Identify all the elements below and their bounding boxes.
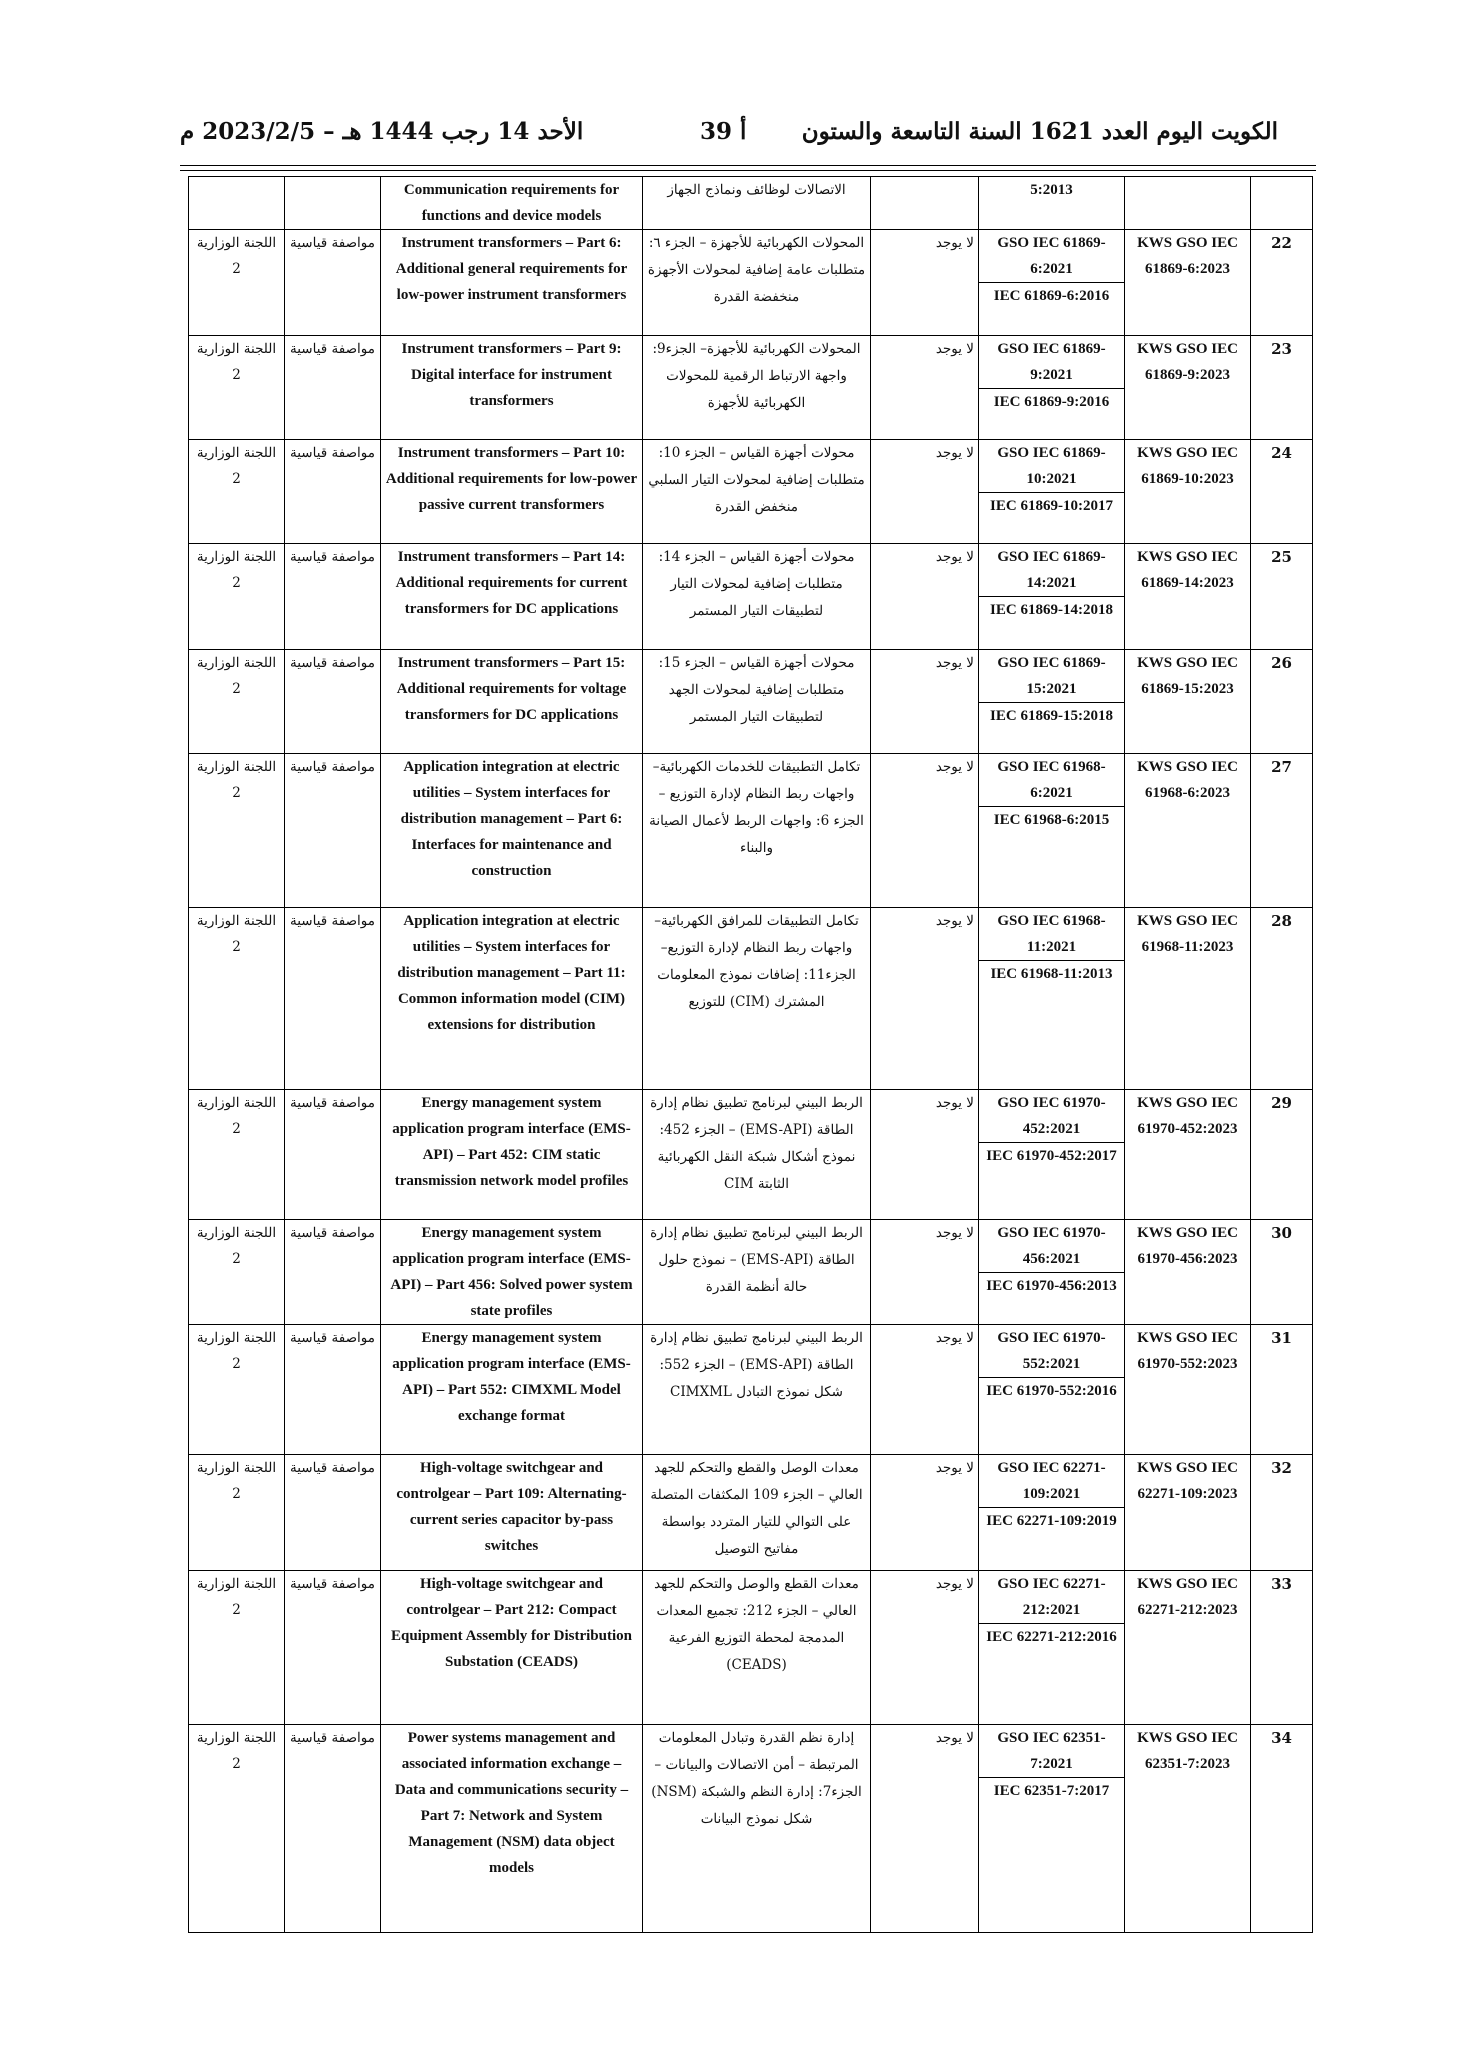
arabic-title-cell: محولات أجهزة القياس – الجزء 10: متطلبات إضافية لمحولات التيار السلبي منخفض القدرة	[643, 440, 871, 544]
gso-cell	[979, 1220, 1125, 1325]
iec-code: IEC 61869-10:2017	[990, 498, 1113, 514]
equivalent-cell: لا يوجد	[871, 230, 979, 336]
number-cell: 34	[1251, 1725, 1313, 1933]
type-cell: مواصفة قياسية	[285, 650, 381, 754]
english-title-cell: High-voltage switchgear and controlgear – Part 109: Alternating-current series capacitor by-pass switches	[381, 1455, 643, 1571]
gso-code: GSO IEC 61968-11:2021	[979, 908, 1124, 961]
table-row	[189, 177, 1313, 230]
type-cell: مواصفة قياسية	[285, 754, 381, 908]
type-cell: مواصفة قياسية	[285, 230, 381, 336]
gso-cell	[979, 908, 1125, 1090]
number-cell: 33	[1251, 1571, 1313, 1725]
equivalent-cell: لا يوجد	[871, 336, 979, 440]
issue-info: الكويت اليوم العدد 1621 السنة التاسعة والستون	[801, 118, 1278, 145]
gso-code: GSO IEC 61869-6:2021	[979, 230, 1124, 283]
arabic-title-cell: محولات أجهزة القياس – الجزء 15: متطلبات إضافية لمحولات الجهد لتطبيقات التيار المستمر	[643, 650, 871, 754]
type-cell: مواصفة قياسية	[285, 1220, 381, 1325]
type-cell: مواصفة قياسية	[285, 1325, 381, 1455]
number-cell: 22	[1251, 230, 1313, 336]
iec-code: IEC 61968-6:2015	[993, 812, 1110, 828]
kws-cell: KWS GSO IEC 61869-9:2023	[1125, 336, 1251, 440]
type-cell	[285, 177, 381, 230]
iec-code: IEC 61869-14:2018	[990, 602, 1113, 618]
equivalent-cell: لا يوجد	[871, 1725, 979, 1933]
arabic-title-cell: الاتصالات لوظائف ونماذج الجهاز	[643, 177, 871, 230]
standards-table	[188, 176, 1313, 1933]
table-row	[189, 544, 1313, 650]
iec-code: IEC 62271-109:2019	[986, 1513, 1117, 1529]
kws-cell: KWS GSO IEC 61968-11:2023	[1125, 908, 1251, 1090]
type-cell: مواصفة قياسية	[285, 1090, 381, 1220]
gso-cell	[979, 1725, 1125, 1933]
number-cell: 25	[1251, 544, 1313, 650]
header-rule	[180, 165, 1316, 166]
number-cell: 28	[1251, 908, 1313, 1090]
table-row	[189, 908, 1313, 1090]
english-title-cell: Application integration at electric utilities – System interfaces for distribution management – Part 6: Interfaces for maintenance and construction	[381, 754, 643, 908]
number-cell: 31	[1251, 1325, 1313, 1455]
gso-cell	[979, 650, 1125, 754]
iec-code: IEC 62271-212:2016	[986, 1629, 1117, 1645]
english-title-cell: Instrument transformers – Part 15: Additional requirements for voltage transformers for DC applications	[381, 650, 643, 754]
table-row	[189, 1090, 1313, 1220]
gso-code: GSO IEC 61869-15:2021	[979, 650, 1124, 703]
gso-code: GSO IEC 61970-452:2021	[979, 1090, 1124, 1143]
english-title-cell: Energy management system application program interface (EMS-API) – Part 552: CIMXML Model exchange format	[381, 1325, 643, 1455]
table-row	[189, 1325, 1313, 1455]
equivalent-cell: لا يوجد	[871, 1220, 979, 1325]
kws-cell: KWS GSO IEC 61869-14:2023	[1125, 544, 1251, 650]
gso-cell	[979, 336, 1125, 440]
gso-cell	[979, 1571, 1125, 1725]
english-title-cell: Application integration at electric utilities – System interfaces for distribution management – Part 11: Common information model (CIM) extensions for distribution	[381, 908, 643, 1090]
english-title-cell: Energy management system application program interface (EMS-API) – Part 456: Solved power system state profiles	[381, 1220, 643, 1325]
gso-cell	[979, 440, 1125, 544]
iec-code: IEC 61970-456:2013	[986, 1278, 1117, 1294]
arabic-title-cell: تكامل التطبيقات للخدمات الكهربائية– واجهات ربط النظام لإدارة التوزيع – الجزء 6: واجهات الربط لأعمال الصيانة والبناء	[643, 754, 871, 908]
english-title-cell: Instrument transformers – Part 9: Digital interface for instrument transformers	[381, 336, 643, 440]
english-title-cell: Energy management system application program interface (EMS-API) – Part 452: CIM static transmission network model profiles	[381, 1090, 643, 1220]
table-row	[189, 336, 1313, 440]
iec-code: IEC 61970-452:2017	[986, 1148, 1117, 1164]
table-row	[189, 1455, 1313, 1571]
kws-cell: KWS GSO IEC 61869-6:2023	[1125, 230, 1251, 336]
gso-code: GSO IEC 62351-7:2021	[979, 1725, 1124, 1778]
kws-cell: KWS GSO IEC 62271-212:2023	[1125, 1571, 1251, 1725]
gso-code: GSO IEC 61970-456:2021	[979, 1220, 1124, 1273]
english-title-cell: Power systems management and associated information exchange – Data and communications security – Part 7: Network and System Management (NSM) data object models	[381, 1725, 643, 1933]
arabic-title-cell: محولات أجهزة القياس – الجزء 14: متطلبات إضافية لمحولات التيار لتطبيقات التيار المستمر	[643, 544, 871, 650]
english-title-cell: Instrument transformers – Part 10: Additional requirements for low-power passive current transformers	[381, 440, 643, 544]
gso-cell	[979, 1325, 1125, 1455]
number-cell: 32	[1251, 1455, 1313, 1571]
iec-code: IEC 61968-11:2013	[990, 966, 1113, 982]
equivalent-cell: لا يوجد	[871, 1455, 979, 1571]
gso-cell: 5:2013	[979, 177, 1125, 230]
equivalent-cell: لا يوجد	[871, 544, 979, 650]
gso-cell	[979, 754, 1125, 908]
type-cell: مواصفة قياسية	[285, 908, 381, 1090]
equivalent-cell: لا يوجد	[871, 1090, 979, 1220]
number-cell: 29	[1251, 1090, 1313, 1220]
english-title-cell: Communication requirements for functions and device models	[381, 177, 643, 230]
kws-cell: KWS GSO IEC 61968-6:2023	[1125, 754, 1251, 908]
kws-cell: KWS GSO IEC 61970-452:2023	[1125, 1090, 1251, 1220]
type-cell: مواصفة قياسية	[285, 1571, 381, 1725]
table-row	[189, 650, 1313, 754]
authority-cell: اللجنة الوزارية 2	[189, 1220, 285, 1325]
table-row	[189, 1725, 1313, 1933]
gso-code: GSO IEC 61970-552:2021	[979, 1325, 1124, 1378]
kws-cell: KWS GSO IEC 61869-15:2023	[1125, 650, 1251, 754]
arabic-title-cell: المحولات الكهربائية للأجهزة– الجزء9: واجهة الارتباط الرقمية للمحولات الكهربائية للأجهزة	[643, 336, 871, 440]
type-cell: مواصفة قياسية	[285, 544, 381, 650]
authority-cell: اللجنة الوزارية 2	[189, 1725, 285, 1933]
arabic-title-cell: الربط البيني لبرنامج تطبيق نظام إدارة الطاقة (EMS-API) – نموذج حلول حالة أنظمة القدرة	[643, 1220, 871, 1325]
type-cell: مواصفة قياسية	[285, 1725, 381, 1933]
issue-date: الأحد 14 رجب 1444 هـ – 2023/2/5 م	[180, 118, 584, 145]
iec-code: IEC 61869-9:2016	[993, 394, 1110, 410]
table-row	[189, 1220, 1313, 1325]
authority-cell: اللجنة الوزارية 2	[189, 336, 285, 440]
gso-code: GSO IEC 62271-109:2021	[979, 1455, 1124, 1508]
equivalent-cell: لا يوجد	[871, 1571, 979, 1725]
table-row	[189, 230, 1313, 336]
page-number: أ 39	[700, 118, 747, 145]
authority-cell: اللجنة الوزارية 2	[189, 754, 285, 908]
english-title-cell: Instrument transformers – Part 6: Additional general requirements for low-power instrument transformers	[381, 230, 643, 336]
authority-cell: اللجنة الوزارية 2	[189, 1571, 285, 1725]
arabic-title-cell: الربط البيني لبرنامج تطبيق نظام إدارة الطاقة (EMS-API) – الجزء 452: نموذج أشكال شبكة النقل الكهربائية الثابتة CIM	[643, 1090, 871, 1220]
arabic-title-cell: تكامل التطبيقات للمرافق الكهربائية– واجهات ربط النظام لإدارة التوزيع– الجزء11: إضافات نموذج المعلومات المشترك (CIM) للتوزيع	[643, 908, 871, 1090]
table-row	[189, 754, 1313, 908]
iec-code: IEC 62351-7:2017	[993, 1783, 1110, 1799]
authority-cell: اللجنة الوزارية 2	[189, 230, 285, 336]
authority-cell: اللجنة الوزارية 2	[189, 1090, 285, 1220]
authority-cell: اللجنة الوزارية 2	[189, 908, 285, 1090]
gso-code: GSO IEC 61869-9:2021	[979, 336, 1124, 389]
english-title-cell: Instrument transformers – Part 14: Additional requirements for current transformers for DC applications	[381, 544, 643, 650]
number-cell: 27	[1251, 754, 1313, 908]
type-cell: مواصفة قياسية	[285, 336, 381, 440]
gso-code: GSO IEC 61968-6:2021	[979, 754, 1124, 807]
kws-cell: KWS GSO IEC 61970-456:2023	[1125, 1220, 1251, 1325]
arabic-title-cell: معدات القطع والوصل والتحكم للجهد العالي – الجزء 212: تجميع المعدات المدمجة لمحطة التوزيع الفرعية (CEADS)	[643, 1571, 871, 1725]
gso-code: GSO IEC 62271-212:2021	[979, 1571, 1124, 1624]
equivalent-cell: لا يوجد	[871, 1325, 979, 1455]
kws-cell: KWS GSO IEC 61970-552:2023	[1125, 1325, 1251, 1455]
equivalent-cell: لا يوجد	[871, 754, 979, 908]
authority-cell: اللجنة الوزارية 2	[189, 440, 285, 544]
iec-code: IEC 61869-15:2018	[990, 708, 1113, 724]
type-cell: مواصفة قياسية	[285, 440, 381, 544]
table-row	[189, 440, 1313, 544]
authority-cell	[189, 177, 285, 230]
arabic-title-cell: إدارة نظم القدرة وتبادل المعلومات المرتبطة – أمن الاتصالات والبيانات – الجزء7: إدارة النظم والشبكة (NSM) شكل نموذج البيانات	[643, 1725, 871, 1933]
equivalent-cell: لا يوجد	[871, 650, 979, 754]
kws-cell: KWS GSO IEC 61869-10:2023	[1125, 440, 1251, 544]
number-cell: 24	[1251, 440, 1313, 544]
gso-cell	[979, 230, 1125, 336]
type-cell: مواصفة قياسية	[285, 1455, 381, 1571]
kws-cell: KWS GSO IEC 62351-7:2023	[1125, 1725, 1251, 1933]
arabic-title-cell: المحولات الكهربائية للأجهزة – الجزء ٦: متطلبات عامة إضافية لمحولات الأجهزة منخفضة القدرة	[643, 230, 871, 336]
gso-cell	[979, 1090, 1125, 1220]
number-cell: 30	[1251, 1220, 1313, 1325]
number-cell: 23	[1251, 336, 1313, 440]
english-title-cell: High-voltage switchgear and controlgear – Part 212: Compact Equipment Assembly for Distribution Substation (CEADS)	[381, 1571, 643, 1725]
iec-code: IEC 61970-552:2016	[986, 1383, 1117, 1399]
page-header	[180, 118, 1278, 158]
table-row	[189, 1571, 1313, 1725]
gso-code: GSO IEC 61869-10:2021	[979, 440, 1124, 493]
authority-cell: اللجنة الوزارية 2	[189, 650, 285, 754]
authority-cell: اللجنة الوزارية 2	[189, 1325, 285, 1455]
kws-cell	[1125, 177, 1251, 230]
header-rule	[180, 170, 1316, 171]
iec-code: IEC 61869-6:2016	[993, 288, 1110, 304]
authority-cell: اللجنة الوزارية 2	[189, 1455, 285, 1571]
gso-cell	[979, 1455, 1125, 1571]
arabic-title-cell: الربط البيني لبرنامج تطبيق نظام إدارة الطاقة (EMS-API) – الجزء 552: شكل نموذج التبادل CIMXML	[643, 1325, 871, 1455]
arabic-title-cell: معدات الوصل والقطع والتحكم للجهد العالي – الجزء 109 المكثفات المتصلة على التوالي للتيار المتردد بواسطة مفاتيح التوصيل	[643, 1455, 871, 1571]
number-cell	[1251, 177, 1313, 230]
equivalent-cell: لا يوجد	[871, 908, 979, 1090]
gso-cell	[979, 544, 1125, 650]
number-cell: 26	[1251, 650, 1313, 754]
authority-cell: اللجنة الوزارية 2	[189, 544, 285, 650]
equivalent-cell	[871, 177, 979, 230]
gso-code: GSO IEC 61869-14:2021	[979, 544, 1124, 597]
equivalent-cell: لا يوجد	[871, 440, 979, 544]
kws-cell: KWS GSO IEC 62271-109:2023	[1125, 1455, 1251, 1571]
